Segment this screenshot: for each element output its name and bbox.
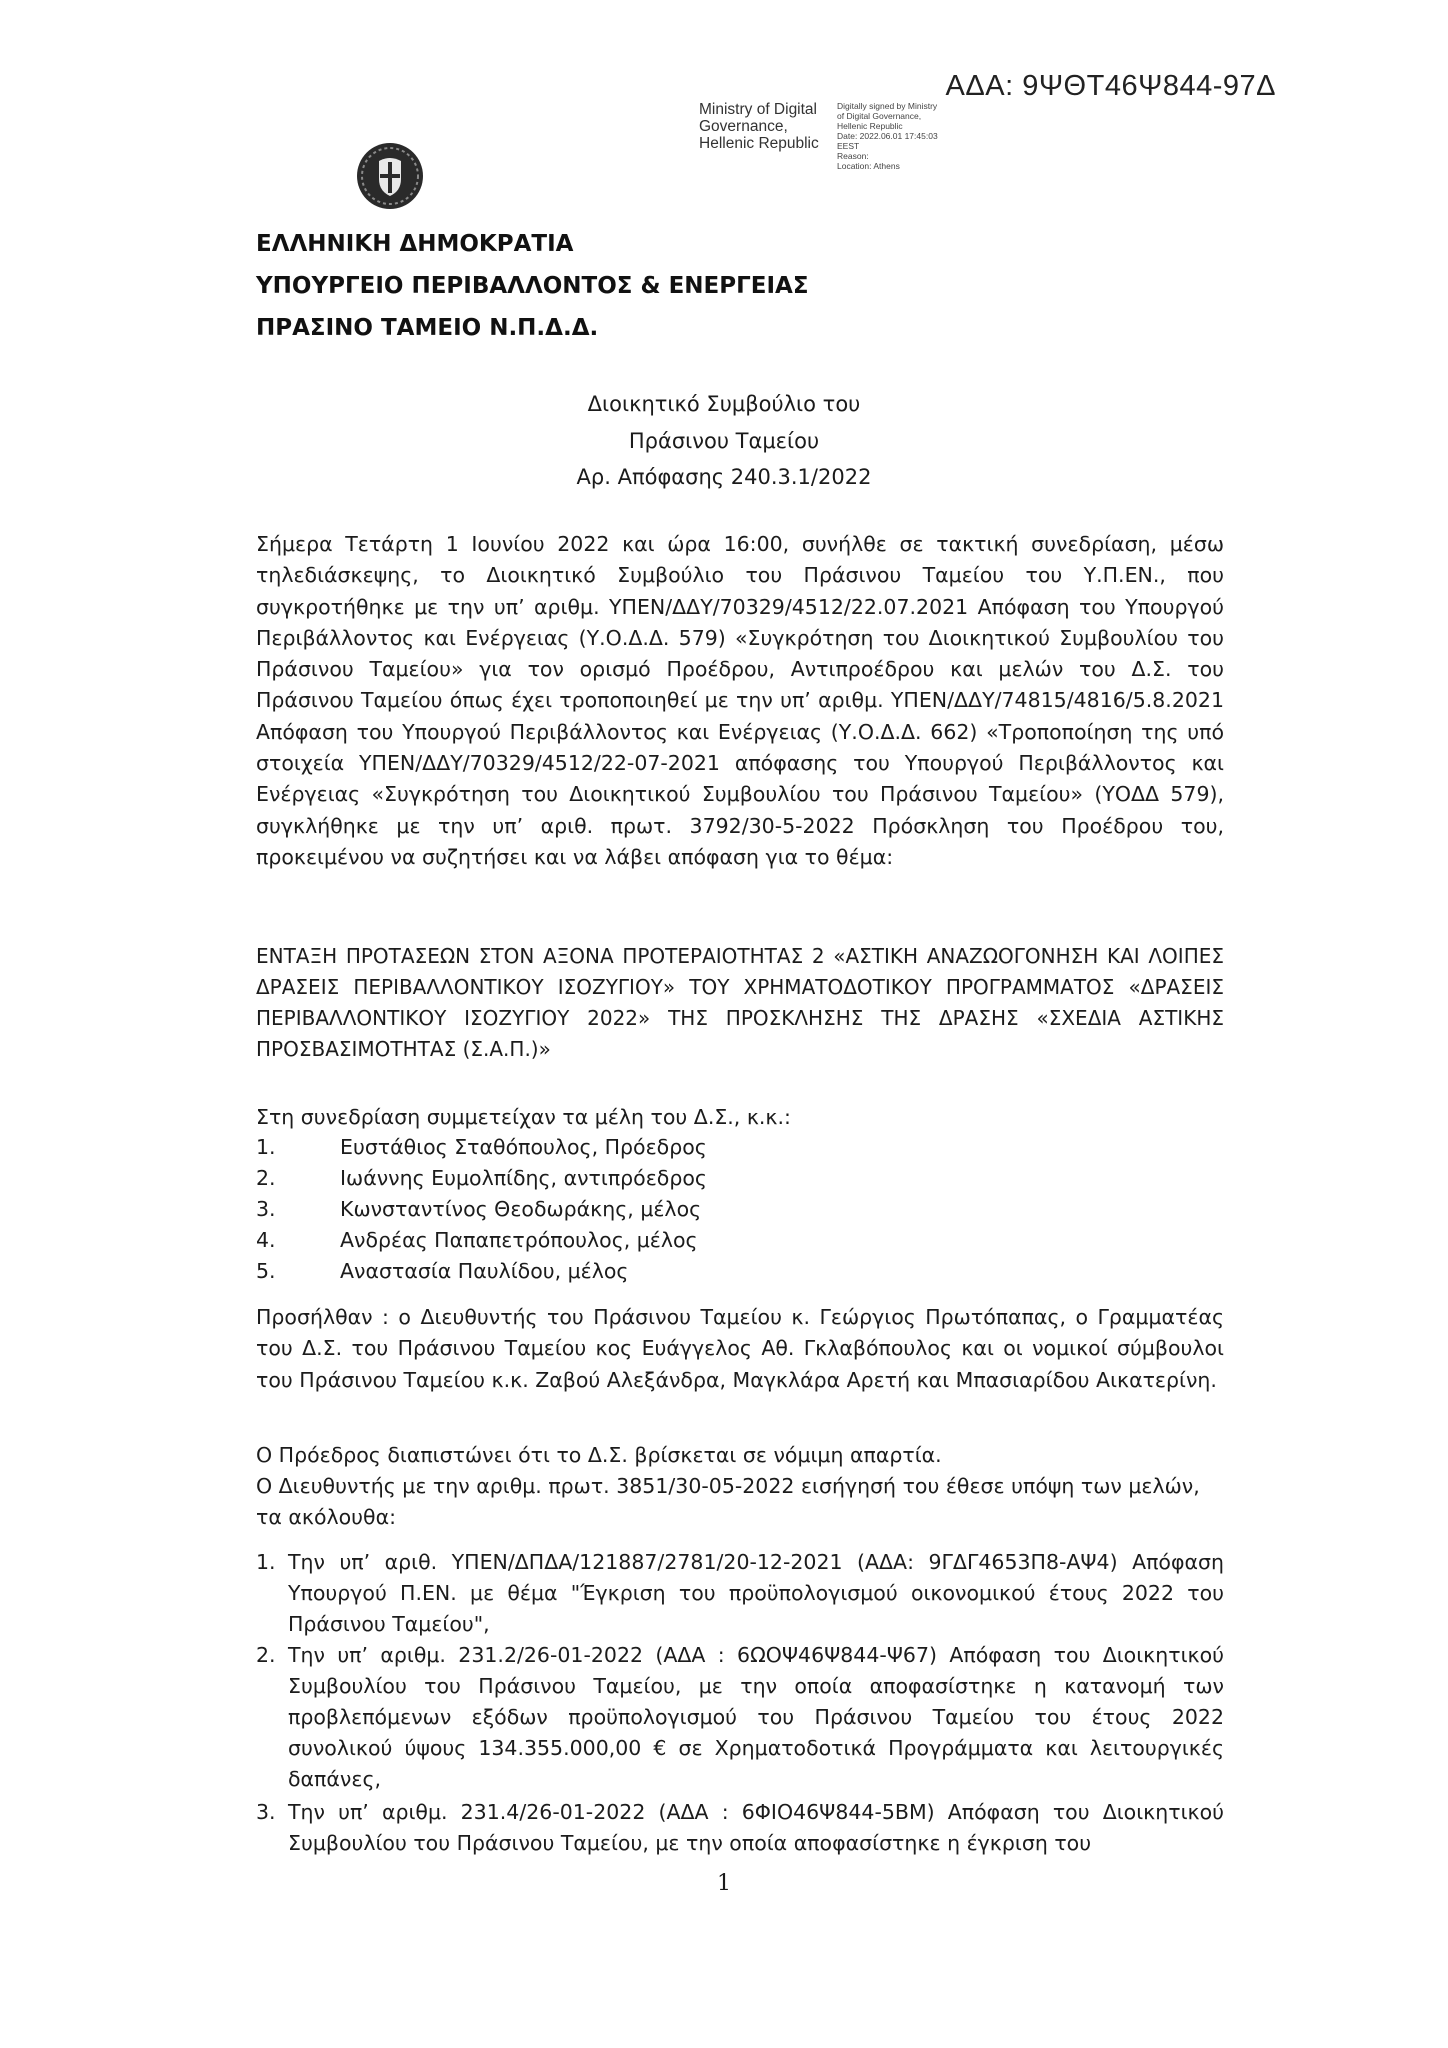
signature-detail-line: Date: 2022.06.01 17:45:03 bbox=[837, 131, 938, 141]
list-item bbox=[256, 1797, 1224, 1859]
decision-subject: ΕΝΤΑΞΗ ΠΡΟΤΑΣΕΩΝ ΣΤΟΝ ΑΞΟΝΑ ΠΡΟΤΕΡΑΙΟΤΗΤΑΣ 2 «ΑΣΤΙΚΗ ΑΝΑΖΩΟΓΟΝΗΣΗ ΚΑΙ ΛΟΙΠΕΣ ΔΡΑΣΕΙΣ ΠΕΡΙΒΑΛΛΟΝΤΙΚΟΥ ΙΣΟΖΥΓΙΟΥ» ΤΟΥ ΧΡΗΜΑΤΟΔΟΤΙΚΟΥ ΠΡΟΓΡΑΜΜΑΤΟΣ «ΔΡΑΣΕΙΣ ΠΕΡΙΒΑΛΛΟΝΤΙΚΟΥ ΙΣΟΖΥΓΙΟΥ 2022» ΤΗΣ ΠΡΟΣΚΛΗΣΗΣ ΤΗΣ ΔΡΑΣΗΣ «ΣΧΕΔΙΑ ΑΣΤΙΚΗΣ ΠΡΟΣΒΑΣΙΜΟΤΗΤΑΣ (Σ.Α.Π.)» bbox=[256, 944, 1224, 1061]
quorum-statement: Ο Πρόεδρος διαπιστώνει ότι το Δ.Σ. βρίσκεται σε νόμιμη απαρτία. bbox=[256, 1443, 942, 1467]
org-green-fund: ΠΡΑΣΙΝΟ ΤΑΜΕΙΟ Ν.Π.Δ.Δ. bbox=[256, 315, 599, 341]
signature-detail-line: Hellenic Republic bbox=[837, 121, 903, 131]
signature-detail-line: Reason: bbox=[837, 151, 869, 161]
signature-issuer-line: Governance, bbox=[699, 118, 788, 135]
signature-detail-line: Location: Athens bbox=[837, 161, 900, 171]
ada-code: ΑΔΑ: 9ΨΘΤ46Ψ844-97Δ bbox=[945, 70, 1276, 102]
member-name: Ευστάθιος Σταθόπουλος, Πρόεδρος bbox=[340, 1135, 707, 1159]
list-item-number: 1. bbox=[256, 1550, 276, 1574]
list-item-number: 3. bbox=[256, 1800, 276, 1824]
member-name: Κωνσταντίνος Θεοδωράκης, μέλος bbox=[340, 1197, 702, 1221]
list-item bbox=[256, 1547, 1224, 1640]
signature-detail-line: Digitally signed by Ministry bbox=[837, 101, 938, 111]
board-title: Διοικητικό Συμβούλιο του bbox=[587, 392, 861, 416]
fund-title: Πράσινου Ταμείου bbox=[628, 429, 820, 453]
list-item-number: 2. bbox=[256, 1643, 276, 1667]
member-number: 4. bbox=[256, 1228, 276, 1252]
member-number: 2. bbox=[256, 1166, 276, 1190]
org-ministry: ΥΠΟΥΡΓΕΙΟ ΠΕΡΙΒΑΛΛΟΝΤΟΣ & ΕΝΕΡΓΕΙΑΣ bbox=[256, 273, 809, 299]
list-item-text: Την υπ’ αριθμ. 231.2/26-01-2022 (ΑΔΑ : 6ΩΟΨ46Ψ844-Ψ67) Απόφαση του Διοικητικού Συμβουλίου του Πράσινου Ταμείου, με την οποία αποφασίστηκε η κατανομή των προβλεπόμενων εξόδων προϋπολογισμού του Πράσινου Ταμείου του έτους 2022 συνολικού ύψους 134.355.000,00 € σε Χρηματοδοτικά Προγράμματα και λειτουργικές δαπάνες, bbox=[288, 1643, 1224, 1791]
org-republic: ΕΛΛΗΝΙΚΗ ΔΗΜΟΚΡΑΤΙΑ bbox=[256, 231, 574, 257]
member-name: Αναστασία Παυλίδου, μέλος bbox=[340, 1259, 629, 1283]
greek-emblem-icon bbox=[355, 141, 425, 211]
member-number: 1. bbox=[256, 1135, 276, 1159]
list-item-text: Την υπ’ αριθμ. 231.4/26-01-2022 (ΑΔΑ : 6ΦΙΟ46Ψ844-5ΒΜ) Απόφαση του Διοικητικού Συμβουλίου του Πράσινου Ταμείου, με την οποία αποφασίστηκε η έγκριση του bbox=[288, 1800, 1224, 1855]
member-number: 5. bbox=[256, 1259, 276, 1283]
signature-detail-line: of Digital Governance, bbox=[837, 111, 922, 121]
director-statement-cont: τα ακόλουθα: bbox=[256, 1505, 397, 1529]
director-statement: Ο Διευθυντής με την αριθμ. πρωτ. 3851/30-05-2022 εισήγησή του έθεσε υπόψη των μελών, bbox=[256, 1474, 1200, 1498]
attendees-paragraph: Προσήλθαν : ο Διευθυντής του Πράσινου Ταμείου κ. Γεώργιος Πρωτόπαπας, ο Γραμματέας του Δ.Σ. του Πράσινου Ταμείου κος Ευάγγελος Αθ. Γκλαβόπουλος και οι νομικοί σύμβουλοι του Πράσινου Ταμείου κ.κ. Ζαβού Αλεξάνδρα, Μαγκλάρα Αρετή και Μπασιαρίδου Αικατερίνη. bbox=[256, 1305, 1224, 1392]
digital-signature bbox=[699, 101, 977, 171]
intro-paragraph: Σήμερα Τετάρτη 1 Ιουνίου 2022 και ώρα 16:00, συνήλθε σε τακτική συνεδρίαση, μέσω τηλεδιάσκεψης, το Διοικητικό Συμβούλιο του Πράσινου Ταμείου του Υ.Π.ΕΝ., που συγκροτήθηκε με την υπ’ αριθμ. ΥΠΕΝ/ΔΔΥ/70329/4512/22.07.2021 Απόφαση του Υπουργού Περιβάλλοντος και Ενέργειας (Υ.Ο.Δ.Δ. 579) «Συγκρότηση του Διοικητικού Συμβουλίου του Πράσινου Ταμείου» για τον ορισμό Προέδρου, Αντιπροέδρου και μελών του Δ.Σ. του Πράσινου Ταμείου όπως έχει τροποποιηθεί με την υπ’ αριθμ. ΥΠΕΝ/ΔΔΥ/74815/4816/5.8.2021 Απόφαση του Υπουργού Περιβάλλοντος και Ενέργειας (Υ.Ο.Δ.Δ. 662) «Τροποποίηση της υπό στοιχεία ΥΠΕΝ/ΔΔΥ/70329/4512/22-07-2021 απόφασης του Υπουργού Περιβάλλοντος και Ενέργειας «Συγκρότηση του Διοικητικού Συμβουλίου του Πράσινου Ταμείου» (ΥΟΔΔ 579), συγκλήθηκε με την υπ’ αριθ. πρωτ. 3792/30-5-2022 Πρόσκληση του Προέδρου του, προκειμένου να συζητήσει και να λάβει απόφαση για το θέμα: bbox=[256, 532, 1224, 869]
list-item-text: Την υπ’ αριθ. ΥΠΕΝ/ΔΠΔΑ/121887/2781/20-12-2021 (ΑΔΑ: 9ΓΔΓ4653Π8-ΑΨ4) Απόφαση Υπουργού Π.ΕΝ. με θέμα "Έγκριση του προϋπολογισμού οικονομικού έτους 2022 του Πράσινου Ταμείου", bbox=[288, 1550, 1224, 1636]
member-name: Ανδρέας Παπαπετρόπουλος, μέλος bbox=[340, 1228, 698, 1252]
signature-issuer-line: Ministry of Digital bbox=[699, 101, 817, 118]
signature-issuer bbox=[699, 101, 831, 171]
signature-details bbox=[837, 101, 977, 171]
signature-detail-line: EEST bbox=[837, 141, 860, 151]
members-intro: Στη συνεδρίαση συμμετείχαν τα μέλη του Δ.Σ., κ.κ.: bbox=[256, 1105, 791, 1129]
member-name: Ιωάννης Ευμολπίδης, αντιπρόεδρος bbox=[340, 1166, 707, 1190]
page-number: 1 bbox=[717, 1871, 731, 1896]
list-item bbox=[256, 1640, 1224, 1795]
signature-issuer-line: Hellenic Republic bbox=[699, 135, 819, 152]
member-number: 3. bbox=[256, 1197, 276, 1221]
decision-number: Αρ. Απόφασης 240.3.1/2022 bbox=[576, 465, 872, 489]
